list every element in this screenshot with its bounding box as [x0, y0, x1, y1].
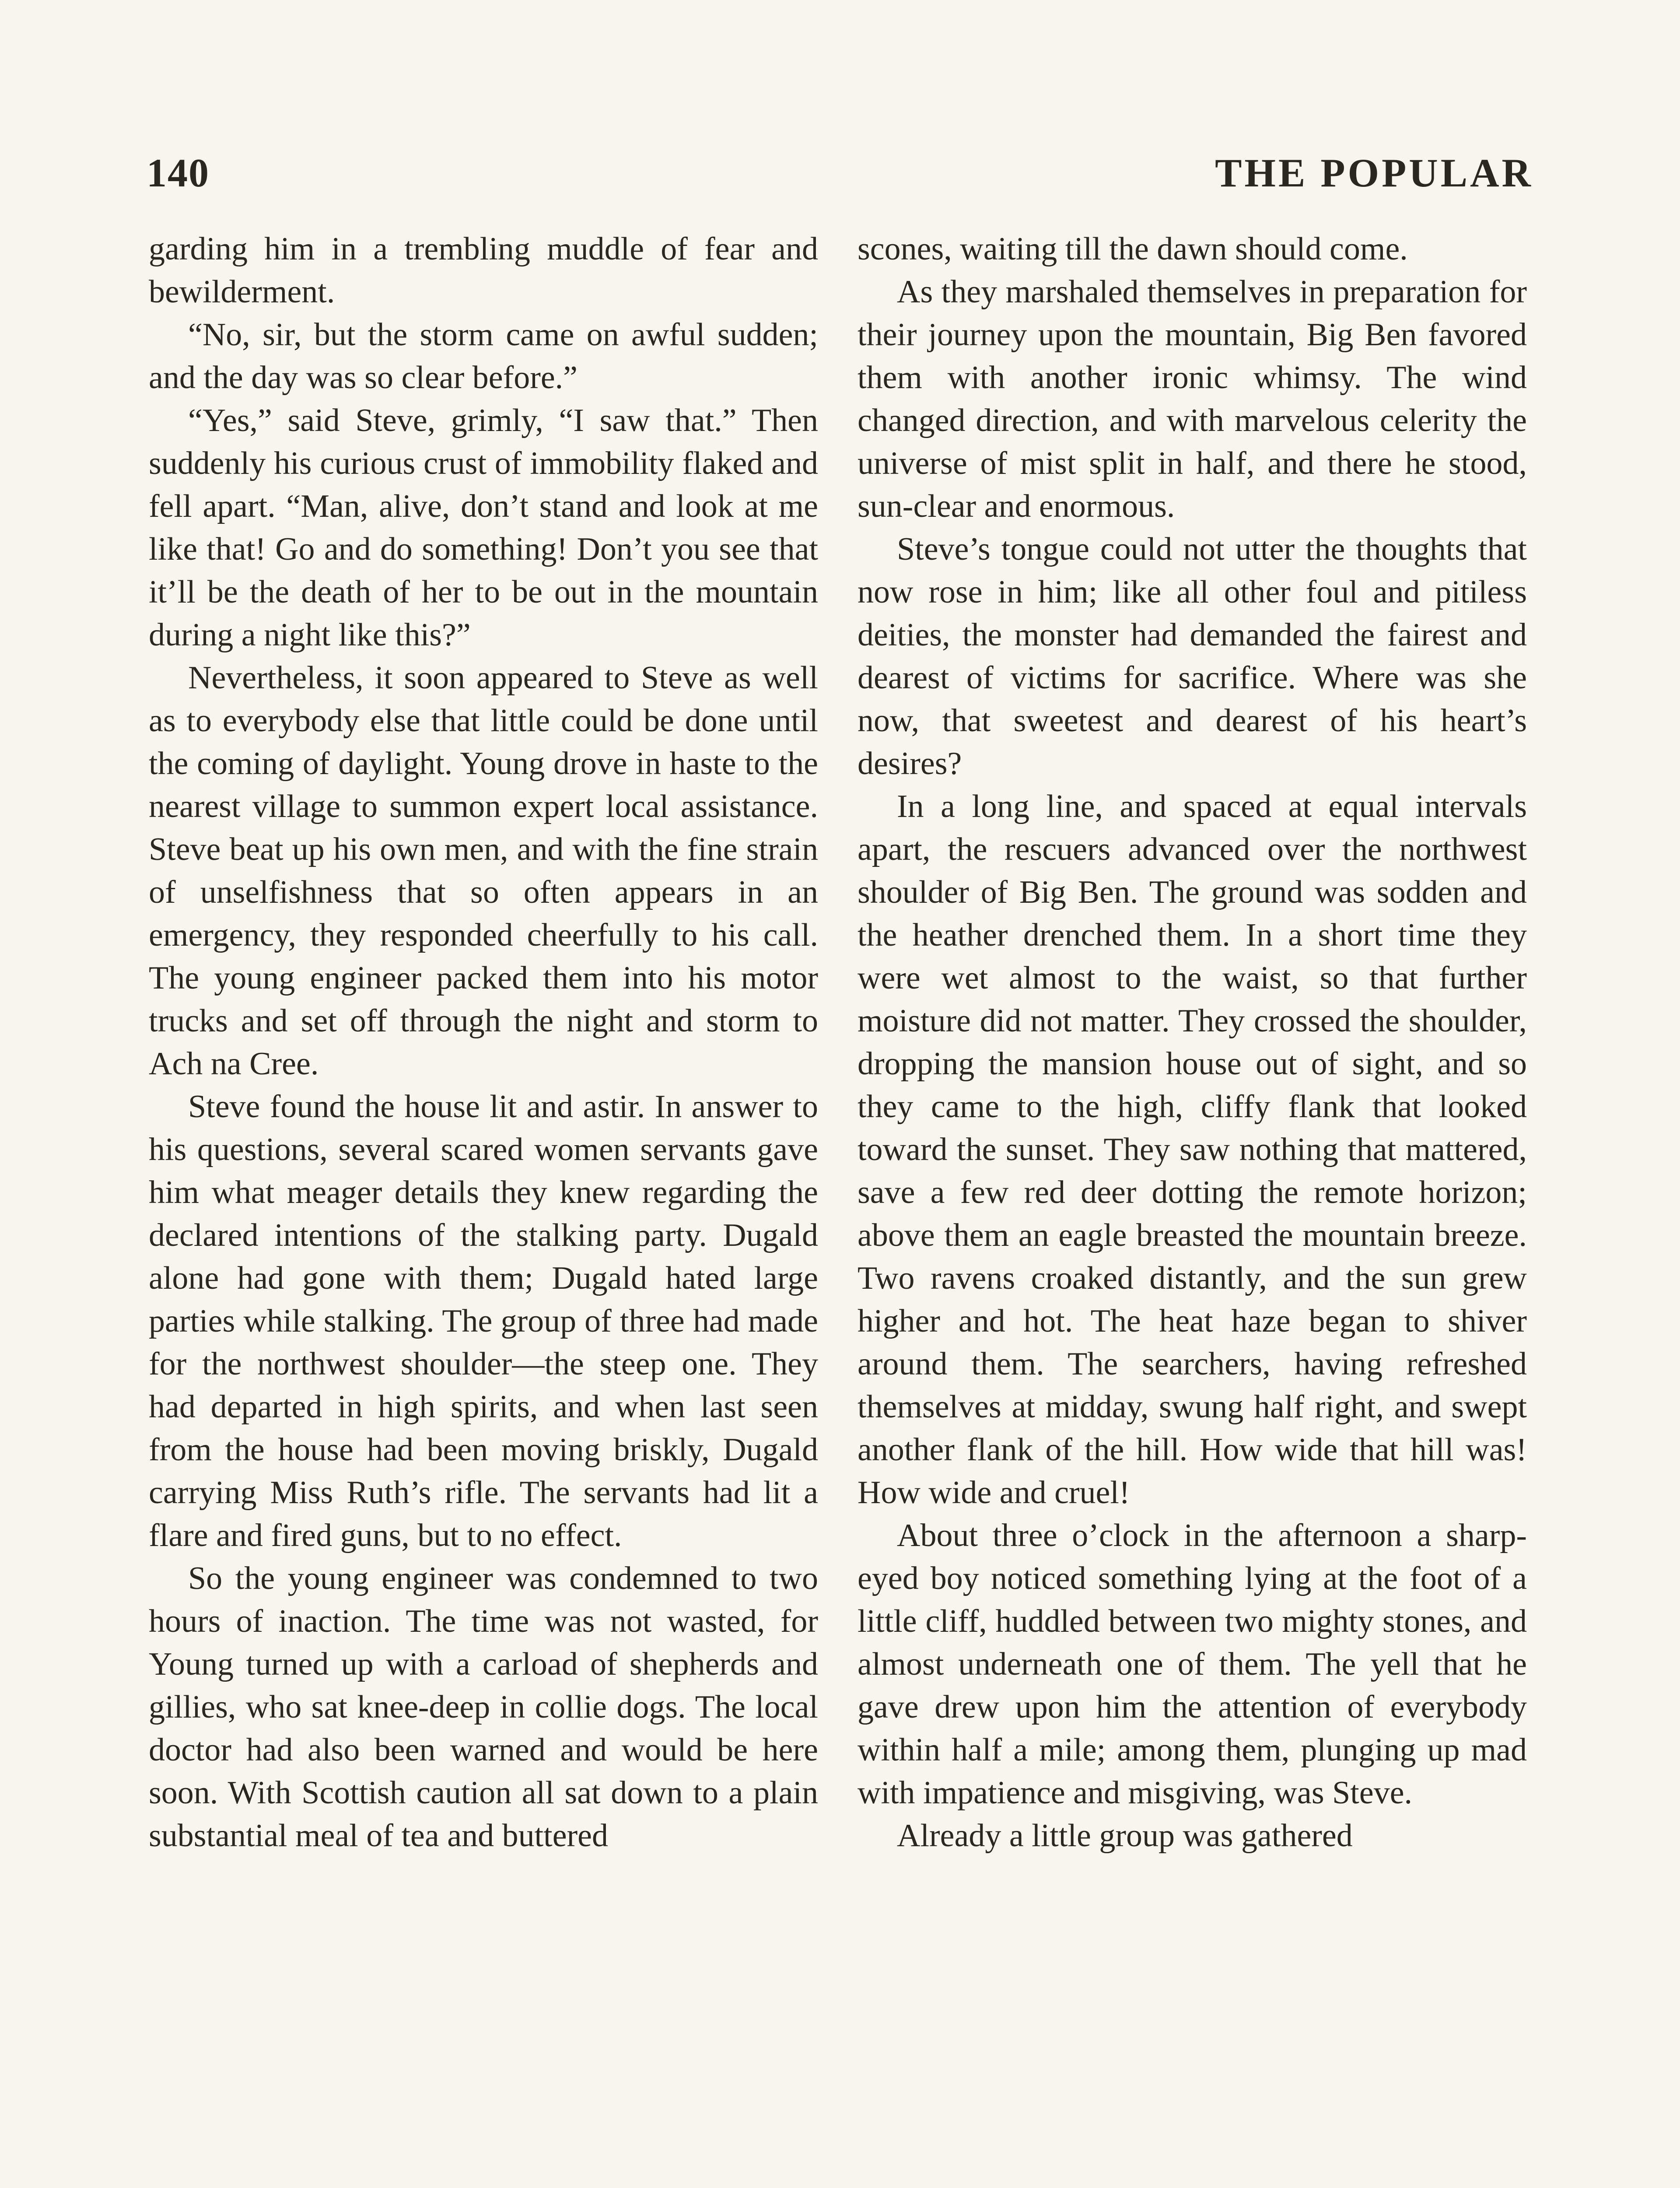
paragraph: garding him in a trembling muddle of fear and bewilderment. [149, 231, 818, 310]
paragraph: “No, sir, but the storm came on awful sudden; and the day was so clear before.” [149, 317, 818, 396]
paragraph: Nevertheless, it soon appeared to Steve as well as to everybody else that little could be done until the coming of daylight. Young drove in haste to the nearest village to summon expert local assistance. Steve beat up his own men, and with the fine strain of unselfishness that so often appears in an emergency, they responded cheerfully to his call. The young engineer packed them into his motor trucks and set off through the night and storm to Ach na Cree. [149, 660, 818, 1082]
paragraph: Steve found the house lit and astir. In answer to his questions, several scared women servants gave him what meager details they knew regarding the declared intentions of the stalking party. Dugald alone had gone with them; Dugald hated large parties while stalking. The group of three had made for the northwest shoulder—the steep one. They had departed in high spirits, and when last seen from the house had been moving briskly, Dugald carrying Miss Ruth’s rifle. The servants had lit a flare and fired guns, but to no effect. [149, 1089, 818, 1553]
paragraph: Steve’s tongue could not utter the thoughts that now rose in him; like all other foul and pitiless deities, the monster had demanded the fairest and dearest of victims for sacrifice. Where was she now, that sweetest and dearest of his heart’s desires? [858, 531, 1527, 782]
left-column [149, 228, 818, 2188]
paragraph: As they marshaled themselves in preparation for their journey upon the mountain, Big Ben favored them with another ironic whimsy. The wind changed direction, and with marvelous celerity the universe of mist split in half, and there he stood, sun-clear and enormous. [858, 274, 1527, 524]
paragraph: About three o’clock in the afternoon a sharp-eyed boy noticed something lying at the foot of a little cliff, huddled between two mighty stones, and almost underneath one of them. The yell that he gave drew upon him the attention of everybody within half a mile; among them, plunging up mad with impatience and misgiving, was Steve. [858, 1518, 1527, 1811]
paragraph: So the young engineer was condemned to two hours of inaction. The time was not wasted, for Young turned up with a carload of shepherds and gillies, who sat knee-deep in collie dogs. The local doctor had also been warned and would be here soon. With Scottish caution all sat down to a plain substantial meal of tea and buttered [149, 1560, 818, 1854]
paragraph: “Yes,” said Steve, grimly, “I saw that.” Then suddenly his curious crust of immobility flaked and fell apart. “Man, alive, don’t stand and look at me like that! Go and do something! Don’t you see that it’ll be the death of her to be out in the mountain during a night like this?” [149, 403, 818, 653]
paragraph: In a long line, and spaced at equal intervals apart, the rescuers advanced over the northwest shoulder of Big Ben. The ground was sodden and the heather drenched them. In a short time they were wet almost to the waist, so that further moisture did not matter. They crossed the shoulder, dropping the mansion house out of sight, and so they came to the high, cliffy flank that looked toward the sunset. They saw nothing that mattered, save a few red deer dotting the remote horizon; above them an eagle breasted the mountain breeze. Two ravens croaked distantly, and the sun grew higher and hot. The heat haze began to shiver around them. The searchers, having refreshed themselves at midday, swung half right, and swept another flank of the hill. How wide that hill was! How wide and cruel! [858, 789, 1527, 1511]
page-header [147, 149, 1533, 206]
running-head: THE POPULAR [1215, 151, 1533, 195]
right-column [858, 228, 1527, 2188]
page-number: 140 [147, 151, 210, 195]
paragraph: scones, waiting till the dawn should come. [858, 231, 1408, 267]
paragraph: Already a little group was gathered [897, 1818, 1353, 1854]
